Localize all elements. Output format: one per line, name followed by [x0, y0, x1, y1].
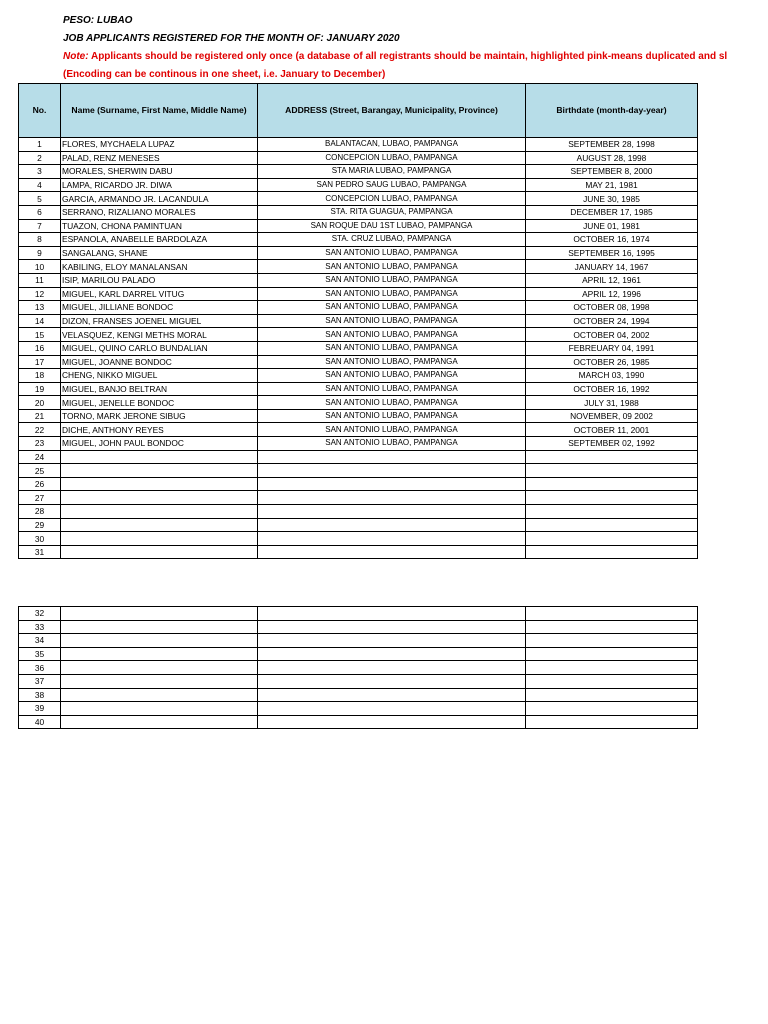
cell-name: [61, 634, 258, 648]
table-row: [19, 661, 698, 675]
cell-no: 27: [19, 491, 61, 505]
cell-no: 17: [19, 355, 61, 369]
registration-note: [63, 51, 763, 62]
cell-address: [258, 620, 526, 634]
table-row: [19, 505, 698, 519]
table-row: [19, 464, 698, 478]
report-title: JOB APPLICANTS REGISTERED FOR THE MONTH OF: JANUARY 2020: [63, 33, 400, 44]
cell-no: 21: [19, 409, 61, 423]
cell-address: SAN ANTONIO LUBAO, PAMPANGA: [258, 314, 526, 328]
cell-address: [258, 702, 526, 716]
cell-birthdate: [526, 491, 698, 505]
cell-birthdate: [526, 647, 698, 661]
cell-name: MIGUEL, QUINO CARLO BUNDALIAN: [61, 341, 258, 355]
cell-address: CONCEPCION LUBAO, PAMPANGA: [258, 192, 526, 206]
cell-no: 28: [19, 505, 61, 519]
cell-birthdate: [526, 518, 698, 532]
cell-birthdate: JULY 31, 1988: [526, 396, 698, 410]
cell-birthdate: OCTOBER 26, 1985: [526, 355, 698, 369]
applicants-table: [18, 83, 698, 559]
cell-name: KABILING, ELOY MANALANSAN: [61, 260, 258, 274]
cell-name: [61, 620, 258, 634]
cell-name: MIGUEL, JILLIANE BONDOC: [61, 301, 258, 315]
table-row: [19, 246, 698, 260]
applicants-table-continued-body: [19, 607, 698, 729]
cell-birthdate: [526, 464, 698, 478]
table-row: [19, 273, 698, 287]
cell-birthdate: [526, 702, 698, 716]
cell-no: 11: [19, 273, 61, 287]
cell-address: CONCEPCION LUBAO, PAMPANGA: [258, 151, 526, 165]
cell-birthdate: [526, 450, 698, 464]
column-header-address: ADDRESS (Street, Barangay, Municipality, Province): [258, 84, 526, 138]
cell-name: [61, 505, 258, 519]
cell-birthdate: [526, 688, 698, 702]
table-row: [19, 178, 698, 192]
cell-no: 15: [19, 328, 61, 342]
cell-name: SERRANO, RIZALIANO MORALES: [61, 205, 258, 219]
cell-no: 30: [19, 532, 61, 546]
table-row: [19, 287, 698, 301]
table-row: [19, 165, 698, 179]
table-row: [19, 205, 698, 219]
cell-address: [258, 450, 526, 464]
cell-name: FLORES, MYCHAELA LUPAZ: [61, 138, 258, 152]
cell-name: PALAD, RENZ MENESES: [61, 151, 258, 165]
cell-name: [61, 532, 258, 546]
cell-birthdate: OCTOBER 16, 1992: [526, 382, 698, 396]
cell-birthdate: [526, 477, 698, 491]
cell-birthdate: FEBREUARY 04, 1991: [526, 341, 698, 355]
cell-name: [61, 661, 258, 675]
cell-no: 35: [19, 647, 61, 661]
cell-no: 10: [19, 260, 61, 274]
cell-no: 24: [19, 450, 61, 464]
cell-no: 40: [19, 715, 61, 729]
cell-name: ESPANOLA, ANABELLE BARDOLAZA: [61, 233, 258, 247]
cell-address: SAN PEDRO SAUG LUBAO, PAMPANGA: [258, 178, 526, 192]
cell-name: MIGUEL, JENELLE BONDOC: [61, 396, 258, 410]
cell-name: DICHE, ANTHONY REYES: [61, 423, 258, 437]
cell-no: 34: [19, 634, 61, 648]
table-row: [19, 423, 698, 437]
cell-address: SAN ROQUE DAU 1ST LUBAO, PAMPANGA: [258, 219, 526, 233]
cell-no: 3: [19, 165, 61, 179]
cell-birthdate: JANUARY 14, 1967: [526, 260, 698, 274]
cell-no: 7: [19, 219, 61, 233]
cell-address: SAN ANTONIO LUBAO, PAMPANGA: [258, 369, 526, 383]
cell-birthdate: [526, 674, 698, 688]
cell-no: 37: [19, 674, 61, 688]
cell-address: SAN ANTONIO LUBAO, PAMPANGA: [258, 287, 526, 301]
cell-address: SAN ANTONIO LUBAO, PAMPANGA: [258, 341, 526, 355]
cell-name: [61, 518, 258, 532]
cell-name: VELASQUEZ, KENGI METHS MORAL: [61, 328, 258, 342]
cell-address: SAN ANTONIO LUBAO, PAMPANGA: [258, 301, 526, 315]
cell-birthdate: JUNE 30, 1985: [526, 192, 698, 206]
cell-address: [258, 674, 526, 688]
table-row: [19, 233, 698, 247]
column-header-birthdate: Birthdate (month-day-year): [526, 84, 698, 138]
cell-name: MIGUEL, JOHN PAUL BONDOC: [61, 437, 258, 451]
table-row: [19, 450, 698, 464]
cell-no: 14: [19, 314, 61, 328]
cell-address: STA MARIA LUBAO, PAMPANGA: [258, 165, 526, 179]
cell-name: SANGALANG, SHANE: [61, 246, 258, 260]
cell-name: [61, 688, 258, 702]
column-header-no: No.: [19, 84, 61, 138]
cell-no: 39: [19, 702, 61, 716]
table-row: [19, 355, 698, 369]
table-row: [19, 545, 698, 559]
table-row: [19, 341, 698, 355]
cell-birthdate: OCTOBER 08, 1998: [526, 301, 698, 315]
cell-no: 18: [19, 369, 61, 383]
cell-birthdate: DECEMBER 17, 1985: [526, 205, 698, 219]
cell-name: ISIP, MARILOU PALADO: [61, 273, 258, 287]
cell-name: CHENG, NIKKO MIGUEL: [61, 369, 258, 383]
cell-name: [61, 477, 258, 491]
cell-birthdate: [526, 620, 698, 634]
cell-birthdate: JUNE 01, 1981: [526, 219, 698, 233]
cell-address: [258, 545, 526, 559]
table-row: [19, 607, 698, 621]
cell-birthdate: NOVEMBER, 09 2002: [526, 409, 698, 423]
table-row: [19, 409, 698, 423]
table-row: [19, 396, 698, 410]
cell-address: [258, 607, 526, 621]
cell-no: 5: [19, 192, 61, 206]
table-row: [19, 301, 698, 315]
cell-birthdate: OCTOBER 04, 2002: [526, 328, 698, 342]
table-row: [19, 532, 698, 546]
cell-no: 32: [19, 607, 61, 621]
cell-address: [258, 647, 526, 661]
table-row: [19, 674, 698, 688]
table-row: [19, 715, 698, 729]
table-row: [19, 634, 698, 648]
table-row: [19, 260, 698, 274]
table-row: [19, 477, 698, 491]
cell-birthdate: AUGUST 28, 1998: [526, 151, 698, 165]
cell-no: 26: [19, 477, 61, 491]
note-label: Note:: [63, 51, 89, 62]
cell-no: 12: [19, 287, 61, 301]
cell-name: TUAZON, CHONA PAMINTUAN: [61, 219, 258, 233]
table-row: [19, 151, 698, 165]
table-row: [19, 688, 698, 702]
cell-name: [61, 715, 258, 729]
cell-address: SAN ANTONIO LUBAO, PAMPANGA: [258, 355, 526, 369]
cell-no: 36: [19, 661, 61, 675]
cell-birthdate: [526, 715, 698, 729]
cell-no: 4: [19, 178, 61, 192]
cell-address: [258, 634, 526, 648]
table-row: [19, 437, 698, 451]
table-row: [19, 647, 698, 661]
cell-birthdate: OCTOBER 16, 1974: [526, 233, 698, 247]
cell-birthdate: APRIL 12, 1996: [526, 287, 698, 301]
table-row: [19, 620, 698, 634]
cell-name: GARCIA, ARMANDO JR. LACANDULA: [61, 192, 258, 206]
cell-no: 38: [19, 688, 61, 702]
table-row: [19, 314, 698, 328]
cell-address: BALANTACAN, LUBAO, PAMPANGA: [258, 138, 526, 152]
cell-address: [258, 688, 526, 702]
cell-address: [258, 715, 526, 729]
cell-birthdate: [526, 607, 698, 621]
cell-birthdate: MARCH 03, 1990: [526, 369, 698, 383]
cell-birthdate: OCTOBER 24, 1994: [526, 314, 698, 328]
cell-address: STA. RITA GUAGUA, PAMPANGA: [258, 205, 526, 219]
cell-no: 20: [19, 396, 61, 410]
cell-name: [61, 464, 258, 478]
cell-no: 9: [19, 246, 61, 260]
cell-no: 8: [19, 233, 61, 247]
cell-address: SAN ANTONIO LUBAO, PAMPANGA: [258, 423, 526, 437]
cell-address: SAN ANTONIO LUBAO, PAMPANGA: [258, 396, 526, 410]
table-row: [19, 518, 698, 532]
cell-birthdate: [526, 661, 698, 675]
cell-birthdate: [526, 505, 698, 519]
cell-no: 33: [19, 620, 61, 634]
cell-no: 2: [19, 151, 61, 165]
cell-birthdate: SEPTEMBER 02, 1992: [526, 437, 698, 451]
cell-name: MIGUEL, BANJO BELTRAN: [61, 382, 258, 396]
table-header-row: [19, 84, 698, 138]
cell-name: LAMPA, RICARDO JR. DIWA: [61, 178, 258, 192]
cell-no: 23: [19, 437, 61, 451]
cell-name: [61, 647, 258, 661]
cell-no: 31: [19, 545, 61, 559]
table-row: [19, 219, 698, 233]
table-row: [19, 369, 698, 383]
cell-name: [61, 491, 258, 505]
applicants-table-body: [19, 138, 698, 559]
cell-birthdate: OCTOBER 11, 2001: [526, 423, 698, 437]
cell-address: [258, 491, 526, 505]
cell-address: SAN ANTONIO LUBAO, PAMPANGA: [258, 246, 526, 260]
peso-label: PESO: LUBAO: [63, 15, 133, 26]
cell-name: MIGUEL, KARL DARREL VITUG: [61, 287, 258, 301]
cell-name: MORALES, SHERWIN DABU: [61, 165, 258, 179]
cell-address: SAN ANTONIO LUBAO, PAMPANGA: [258, 273, 526, 287]
applicants-table-continued: [18, 606, 698, 729]
cell-name: [61, 702, 258, 716]
table-row: [19, 192, 698, 206]
cell-address: [258, 505, 526, 519]
note-text: Applicants should be registered only once (a database of all registrants should be maintain, highlighted pink-means duplicated and sl: [88, 51, 728, 62]
cell-no: 6: [19, 205, 61, 219]
cell-name: [61, 450, 258, 464]
cell-name: MIGUEL, JOANNE BONDOC: [61, 355, 258, 369]
cell-no: 16: [19, 341, 61, 355]
cell-name: TORNO, MARK JERONE SIBUG: [61, 409, 258, 423]
cell-name: [61, 674, 258, 688]
cell-birthdate: SEPTEMBER 8, 2000: [526, 165, 698, 179]
cell-no: 1: [19, 138, 61, 152]
cell-name: [61, 545, 258, 559]
cell-address: SAN ANTONIO LUBAO, PAMPANGA: [258, 260, 526, 274]
table-row: [19, 382, 698, 396]
table-row: [19, 328, 698, 342]
cell-no: 13: [19, 301, 61, 315]
cell-address: SAN ANTONIO LUBAO, PAMPANGA: [258, 382, 526, 396]
cell-birthdate: [526, 634, 698, 648]
cell-name: DIZON, FRANSES JOENEL MIGUEL: [61, 314, 258, 328]
cell-address: [258, 661, 526, 675]
cell-address: STA. CRUZ LUBAO, PAMPANGA: [258, 233, 526, 247]
cell-address: SAN ANTONIO LUBAO, PAMPANGA: [258, 328, 526, 342]
column-header-name: Name (Surname, First Name, Middle Name): [61, 84, 258, 138]
cell-no: 22: [19, 423, 61, 437]
cell-birthdate: [526, 532, 698, 546]
cell-no: 29: [19, 518, 61, 532]
cell-birthdate: APRIL 12, 1961: [526, 273, 698, 287]
encoding-note: (Encoding can be continous in one sheet, i.e. January to December): [63, 69, 386, 80]
cell-birthdate: MAY 21, 1981: [526, 178, 698, 192]
cell-name: [61, 607, 258, 621]
cell-address: [258, 518, 526, 532]
cell-birthdate: [526, 545, 698, 559]
cell-address: SAN ANTONIO LUBAO, PAMPANGA: [258, 409, 526, 423]
table-row: [19, 138, 698, 152]
cell-address: SAN ANTONIO LUBAO, PAMPANGA: [258, 437, 526, 451]
cell-no: 19: [19, 382, 61, 396]
cell-birthdate: SEPTEMBER 28, 1998: [526, 138, 698, 152]
cell-address: [258, 477, 526, 491]
cell-birthdate: SEPTEMBER 16, 1995: [526, 246, 698, 260]
cell-address: [258, 464, 526, 478]
table-row: [19, 702, 698, 716]
cell-address: [258, 532, 526, 546]
table-row: [19, 491, 698, 505]
cell-no: 25: [19, 464, 61, 478]
